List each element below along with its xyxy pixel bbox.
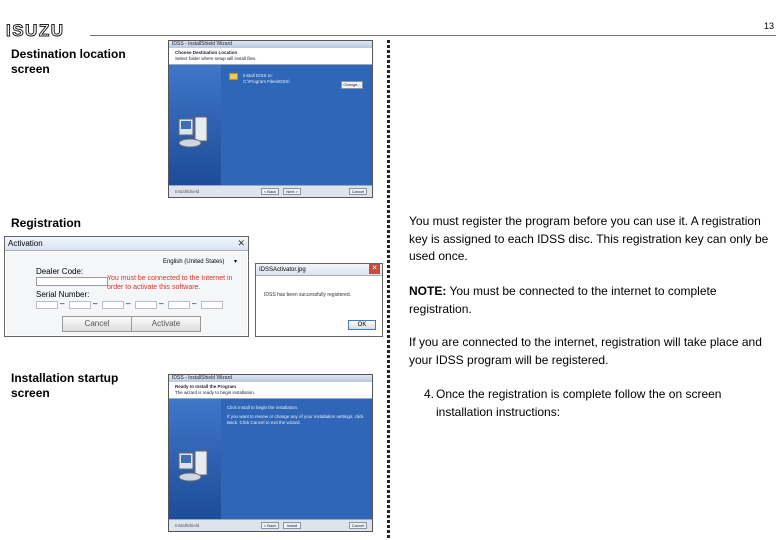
note-label: NOTE: [409,284,447,298]
installer-sidebar [169,65,221,185]
caption-installation: Installation startup screen [11,371,119,400]
installer-subheading: Select folder where setup will install files. [175,56,257,61]
language-value: English (United States) [162,259,225,265]
activation-titlebar: Activation [5,237,248,251]
caption-destination: Destination location screen [11,47,126,76]
serial-segment[interactable] [168,301,190,309]
success-titlebar: IDSSActivator.jpg [256,264,382,276]
serial-dash: – [60,299,65,308]
computer-icon [177,115,211,149]
step-number: 4. [424,387,435,401]
success-message: IDSS has been successfully registered. [264,292,351,298]
cancel-button[interactable]: Cancel [349,522,367,529]
internet-warning: You must be connected to the Internet in order to activate this software. [107,275,233,291]
installer-footer [169,185,372,197]
registration-paragraph: You must register the program before you can use it. A registration key is assigned to each IDSS disc. This registration key can only be used once. [409,214,769,263]
activation-dialog [4,236,249,337]
step-text: Once the registration is complete follow the on screen installation instructions: [436,387,722,419]
serial-segment[interactable] [201,301,223,309]
folder-icon [229,73,238,80]
destination-installer-window [168,40,373,198]
note-paragraph [409,283,771,318]
back-button[interactable]: < Back [261,522,279,529]
logo-text: ISUZU [6,21,65,40]
startup-installer-window [168,374,373,532]
installer-sidebar [169,399,221,519]
serial-number-fields [36,301,226,309]
activation-body [6,252,247,335]
dealer-code-label: Dealer Code: [36,267,84,276]
note-text: You must be connected to the internet to complete registration. [409,284,717,316]
change-button[interactable]: Change... [341,81,363,89]
step-4 [424,386,764,421]
isuzu-logo [4,20,86,40]
install-to-label: Install IDSS to: [243,73,273,78]
install-path: C:\Program Files\IDSS\ [243,79,290,84]
installer-subheading: The wizard is ready to begin installation. [175,390,256,395]
internet-paragraph: If you are connected to the internet, registration will take place and your IDSS program will be registered. [409,335,762,367]
header-rule [90,35,776,36]
installer-titlebar: IDSS - InstallShield Wizard [169,41,372,48]
installer-header [169,382,372,399]
installer-body-line: Click Install to begin the installation. [227,405,299,410]
success-dialog [255,263,383,337]
close-icon[interactable]: ✕ [237,238,245,248]
chevron-down-icon: ▾ [233,259,237,265]
next-button[interactable]: Next > [283,188,301,195]
installer-heading: Ready to Install the Program [175,384,237,389]
computer-icon [177,449,211,483]
serial-number-label: Serial Number: [36,290,90,299]
installer-footer [169,519,372,531]
install-button[interactable]: Install [283,522,301,529]
serial-segment[interactable] [135,301,157,309]
language-select[interactable] [163,258,237,265]
serial-segment[interactable] [36,301,58,309]
serial-segment[interactable] [69,301,91,309]
close-icon[interactable]: ✕ [369,264,380,274]
installer-body-line: If you want to review or change any of your installation settings, click Back. Click Cancel to exit the wizard. [227,414,364,425]
page-number: 13 [763,21,774,31]
serial-dash: – [192,299,197,308]
dealer-code-input[interactable] [36,277,108,286]
column-divider [387,40,390,538]
serial-dash: – [93,299,98,308]
back-button[interactable]: < Back [261,188,279,195]
caption-registration: Registration [11,216,82,230]
activate-button[interactable]: Activate [131,316,201,332]
serial-segment[interactable] [102,301,124,309]
destination-path [243,73,290,85]
serial-dash: – [159,299,164,308]
cancel-button[interactable]: Cancel [349,188,367,195]
installshield-brand: InstallShield [175,523,200,528]
serial-dash: – [126,299,131,308]
installer-body [227,405,368,426]
installer-header [169,48,372,65]
ok-button[interactable]: OK [348,320,376,330]
activation-cancel-button[interactable]: Cancel [62,316,132,332]
installer-titlebar: IDSS - InstallShield Wizard [169,375,372,382]
installshield-brand: InstallShield [175,189,200,194]
installer-heading: Choose Destination Location [175,50,238,55]
